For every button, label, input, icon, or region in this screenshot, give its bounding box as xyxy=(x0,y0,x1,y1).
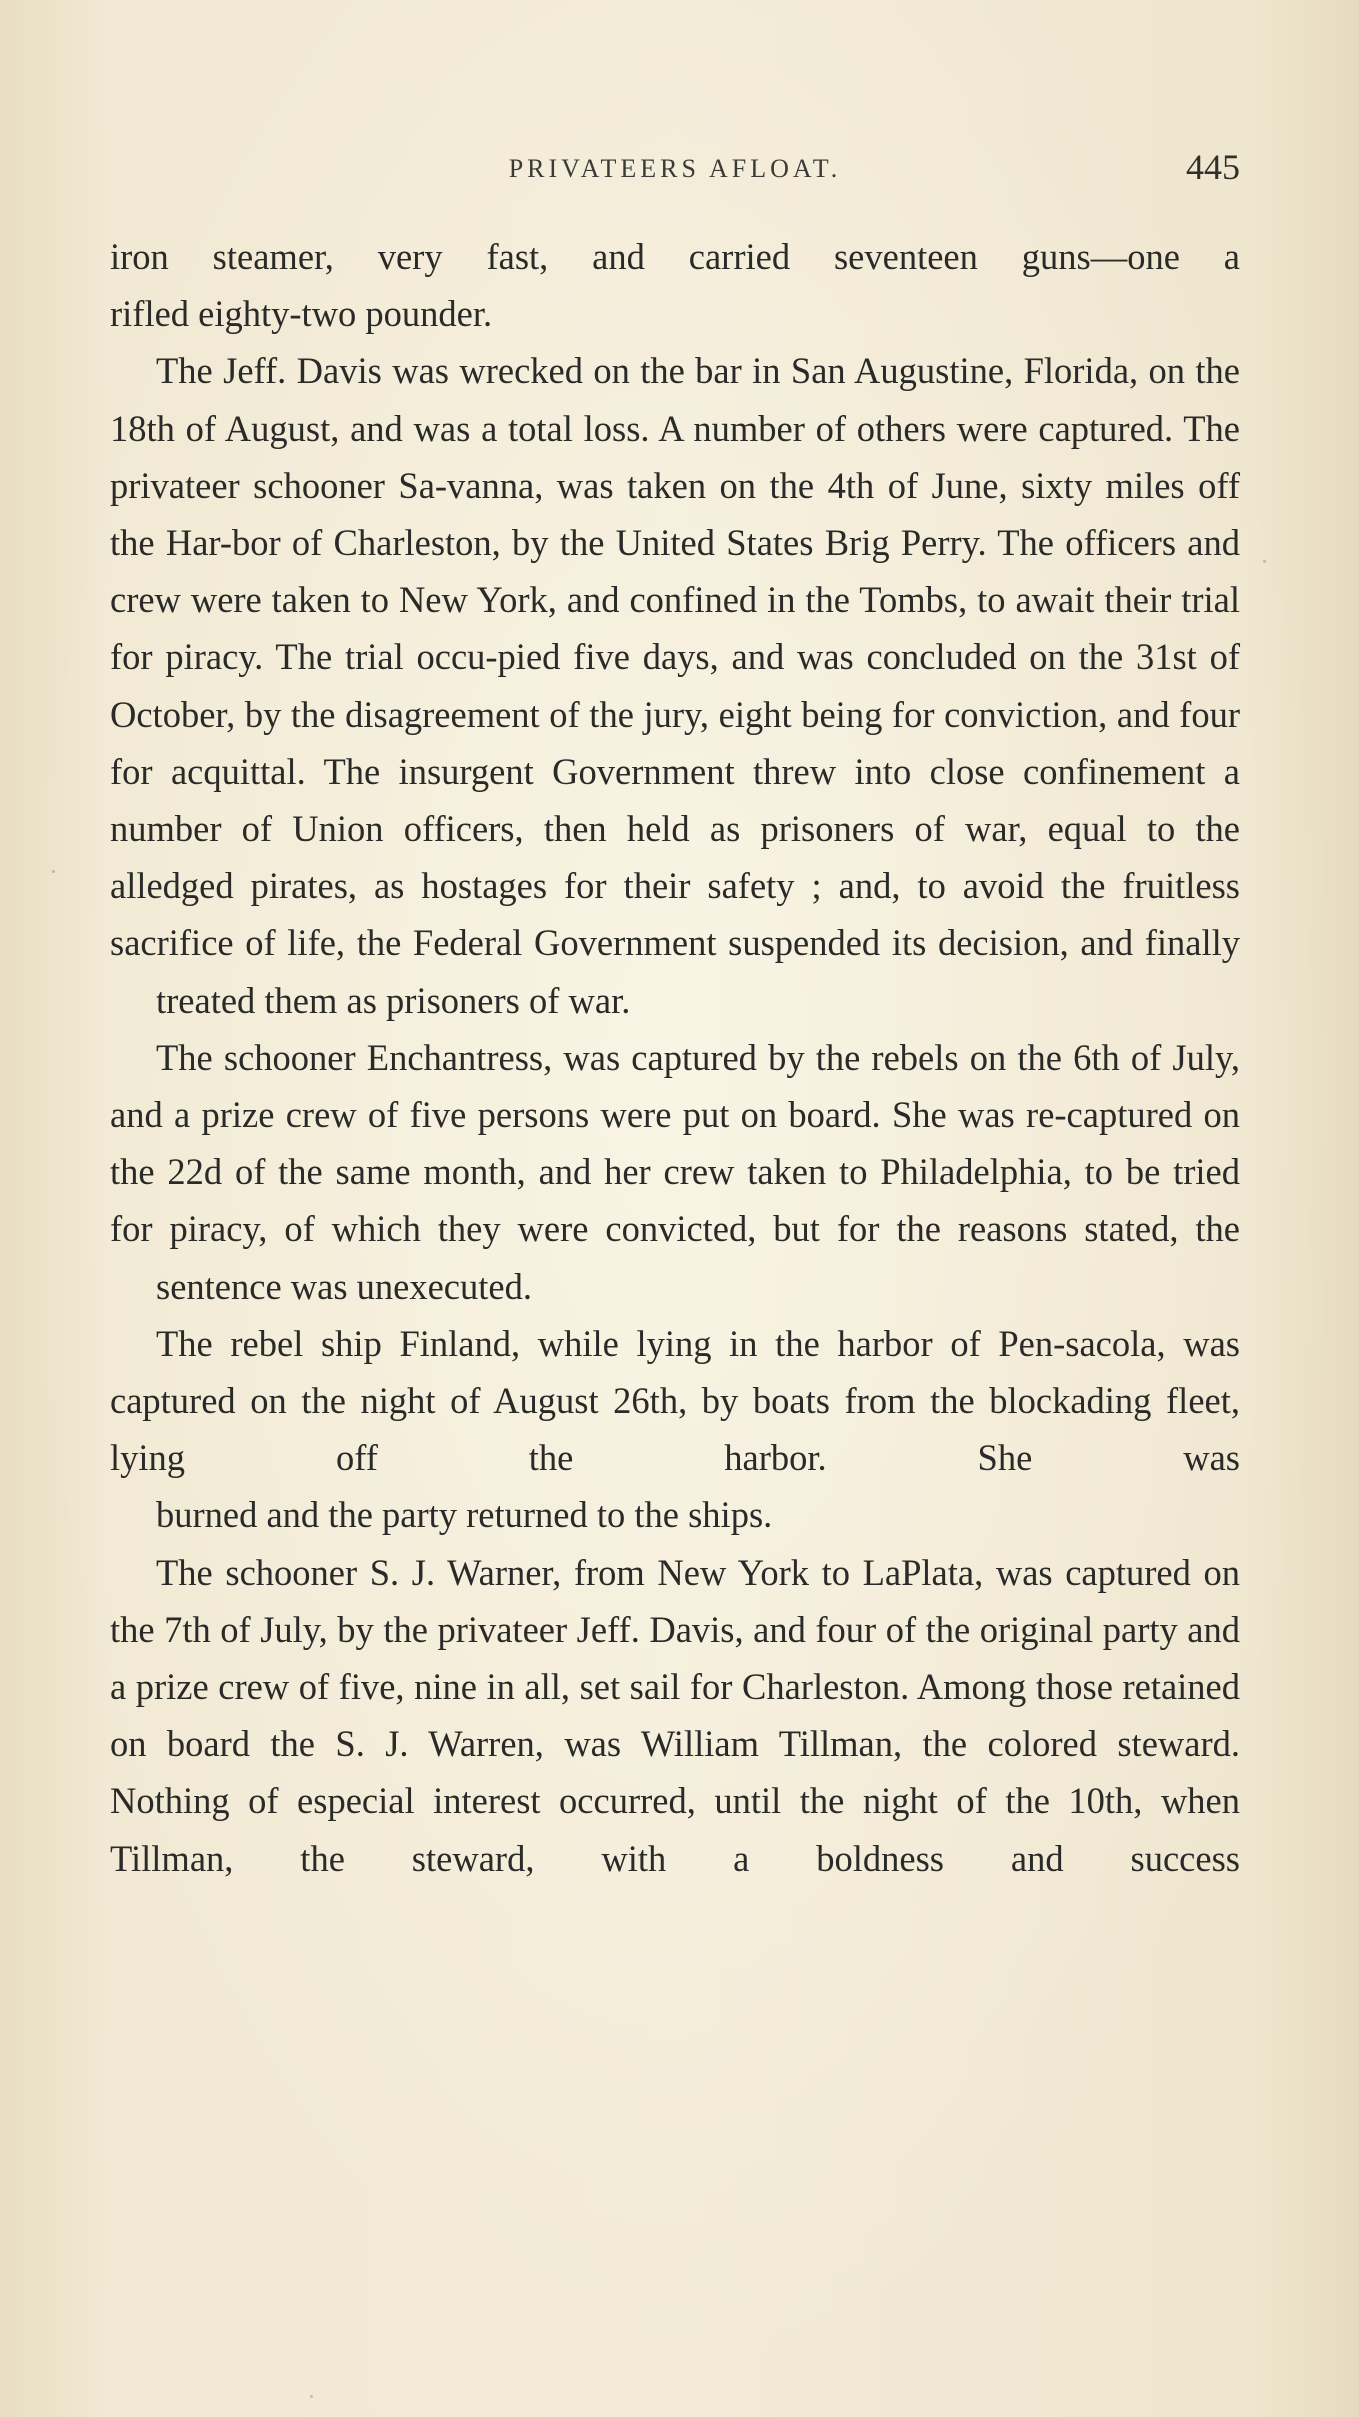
running-head xyxy=(110,146,1240,196)
page-number: 445 xyxy=(1186,147,1240,187)
paragraph-2 xyxy=(110,342,1240,1028)
paragraph-5-text: The schooner S. J. Warner, from New York to LaPlata, was captured on the 7th of July, by the privateer Jeff. Davis, and four of the original party and a prize crew of five, nine in all, set sail for Charleston. Among those retained on board the S. J. Warren, was William Tillman, the colored steward. Nothing of especial interest occurred, until the night of the 10th, when Tillman, the steward, with a boldness and success xyxy=(110,1551,1240,1879)
paragraph-3-last-line: sentence was unexecuted. xyxy=(156,1265,532,1307)
running-title: PRIVATEERS AFLOAT. xyxy=(508,154,842,183)
body-text xyxy=(110,228,1240,1887)
paper-speck xyxy=(52,870,55,873)
paragraph-3-text: The schooner Enchantress, was captured by the rebels on the 6th of July, and a prize crew of five persons were put on board. She was re-captured on the 22d of the same month, and her crew taken to Philadelphia, to be tried for piracy, of which they were convicted, but for the reasons stated, the xyxy=(110,1036,1240,1250)
paragraph-5 xyxy=(110,1544,1240,1887)
paragraph-3 xyxy=(110,1029,1240,1315)
paragraph-2-text: The Jeff. Davis was wrecked on the bar in San Augustine, Florida, on the 18th of August, and was a total loss. A number of others were captured. The privateer schooner Sa-vanna, was taken on the 4th of June, sixty miles off the Har-bor of Charleston, by the United States Brig Perry. The officers and crew were taken to New York, and confined in the Tombs, to await their trial for piracy. The trial occu-pied five days, and was concluded on the 31st of October, by the disagreement of the jury, eight being for conviction, and four for acquittal. The insurgent Government threw into close confinement a number of Union officers, then held as prisoners of war, equal to the alledged pirates, as hostages for their safety ; and, to avoid the fruitless sacrifice of life, the Federal Government suspended its decision, and finally xyxy=(110,350,1240,964)
paragraph-1-text: iron steamer, very fast, and carried seventeen guns—one a xyxy=(110,236,1240,277)
paragraph-1 xyxy=(110,228,1240,342)
paragraph-4 xyxy=(110,1315,1240,1544)
paper-speck xyxy=(1263,560,1266,563)
paragraph-2-last-line: treated them as prisoners of war. xyxy=(156,979,631,1021)
paragraph-1-last-line: rifled eighty-two pounder. xyxy=(110,293,493,335)
paragraph-4-text: The rebel ship Finland, while lying in the harbor of Pen-sacola, was captured on the night of August 26th, by boats from the blockading fleet, lying off the harbor. She was xyxy=(110,1322,1240,1479)
paper-speck xyxy=(310,2395,313,2398)
paragraph-4-last-line: burned and the party returned to the ships. xyxy=(156,1494,773,1536)
